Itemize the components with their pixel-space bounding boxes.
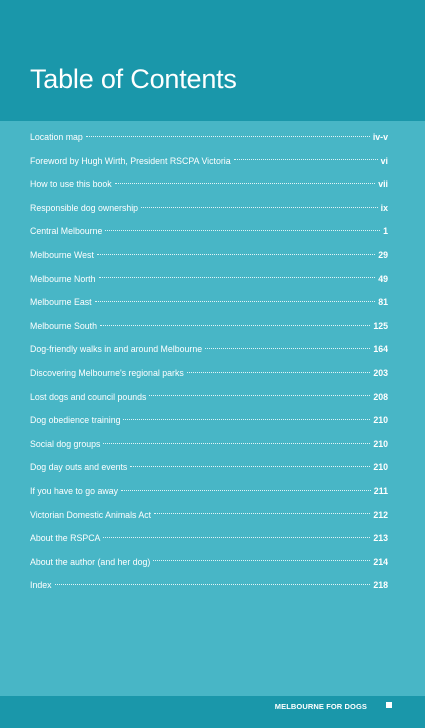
toc-dot-leader bbox=[149, 394, 370, 396]
toc-entry bbox=[30, 574, 388, 598]
toc-entry-page: 212 bbox=[373, 509, 388, 520]
toc-entry bbox=[30, 433, 388, 457]
toc-entry-title: Victorian Domestic Animals Act bbox=[30, 509, 152, 520]
toc-entry-page: 208 bbox=[373, 391, 388, 402]
toc-entry-title: Melbourne North bbox=[30, 273, 96, 284]
toc-entry-title: Melbourne East bbox=[30, 297, 92, 308]
toc-dot-leader bbox=[187, 371, 371, 373]
toc-entry bbox=[30, 197, 388, 221]
toc-entry bbox=[30, 480, 388, 504]
toc-entry bbox=[30, 551, 388, 575]
toc-entry bbox=[30, 173, 388, 197]
toc-dot-leader bbox=[99, 276, 376, 278]
toc-entry-title: Dog-friendly walks in and around Melbourne bbox=[30, 344, 203, 355]
toc-dot-leader bbox=[141, 206, 378, 208]
toc-entry bbox=[30, 244, 388, 268]
toc-entry-page: 203 bbox=[373, 367, 388, 378]
toc-entry-page: vi bbox=[380, 155, 388, 166]
toc-dot-leader bbox=[55, 583, 371, 585]
toc-entry-title: Melbourne West bbox=[30, 249, 94, 260]
toc-entry-title: Central Melbourne bbox=[30, 226, 103, 237]
toc-dot-leader bbox=[95, 300, 376, 302]
toc-entry-page: 210 bbox=[373, 438, 388, 449]
toc-dot-leader bbox=[154, 512, 370, 514]
toc-entry bbox=[30, 504, 388, 528]
toc-entry-page: 164 bbox=[373, 344, 388, 355]
toc-entry-title: Location map bbox=[30, 132, 83, 142]
toc-dot-leader bbox=[121, 489, 371, 491]
toc-entry-page: 81 bbox=[378, 297, 388, 308]
toc-dot-leader bbox=[103, 442, 370, 444]
toc-entry-page: 1 bbox=[383, 226, 388, 237]
toc-dot-leader bbox=[86, 135, 370, 137]
toc-entry-title: Melbourne South bbox=[30, 320, 97, 331]
toc-entry-page: 218 bbox=[373, 580, 388, 591]
toc-dot-leader bbox=[130, 465, 370, 467]
toc-dot-leader bbox=[97, 253, 375, 255]
footer-band bbox=[0, 696, 425, 728]
toc-entry-title: If you have to go away bbox=[30, 485, 119, 496]
toc-entry bbox=[30, 220, 388, 244]
toc-entry-page: iv-v bbox=[372, 132, 388, 142]
page-title: Table of Contents bbox=[30, 64, 237, 94]
toc-entry bbox=[30, 409, 388, 433]
toc-entry bbox=[30, 527, 388, 551]
toc-entry bbox=[30, 338, 388, 362]
toc-entry-title: Dog day outs and events bbox=[30, 462, 128, 473]
toc-entry bbox=[30, 126, 388, 150]
toc-entry-title: Social dog groups bbox=[30, 438, 101, 449]
header-band bbox=[0, 0, 425, 121]
toc-entry-page: 125 bbox=[373, 320, 388, 331]
toc-dot-leader bbox=[153, 559, 370, 561]
footer-square-icon bbox=[386, 702, 392, 708]
toc-entry-title: Lost dogs and council pounds bbox=[30, 391, 147, 402]
toc-entry bbox=[30, 362, 388, 386]
toc-entry-title: Dog obedience training bbox=[30, 415, 121, 426]
toc-entry-title: Index bbox=[30, 580, 52, 591]
toc-entry-page: 214 bbox=[373, 556, 388, 567]
toc-dot-leader bbox=[205, 347, 370, 349]
toc-dot-leader bbox=[123, 418, 370, 420]
toc-entry bbox=[30, 150, 388, 174]
toc-dot-leader bbox=[105, 229, 380, 231]
toc-entry-page: 211 bbox=[373, 485, 388, 496]
toc-entry-title: About the author (and her dog) bbox=[30, 556, 151, 567]
toc-dot-leader bbox=[103, 536, 370, 538]
toc-entry-page: ix bbox=[380, 202, 388, 213]
toc-entry-title: Foreword by Hugh Wirth, President RSCPA Victoria bbox=[30, 155, 231, 166]
footer-book-title: MELBOURNE FOR DOGS bbox=[274, 702, 367, 711]
toc-entry bbox=[30, 291, 388, 315]
toc-entry-page: 210 bbox=[373, 415, 388, 426]
toc-entry-title: Discovering Melbourne's regional parks bbox=[30, 367, 184, 378]
toc-entry-page: 49 bbox=[378, 273, 388, 284]
toc-entry bbox=[30, 268, 388, 292]
toc-entry-page: 210 bbox=[373, 462, 388, 473]
toc-entry-page: 29 bbox=[378, 249, 388, 260]
toc-dot-leader bbox=[234, 158, 378, 160]
toc-dot-leader bbox=[100, 324, 370, 326]
table-of-contents bbox=[30, 126, 388, 598]
toc-entry-page: vii bbox=[378, 179, 388, 190]
toc-entry-title: About the RSPCA bbox=[30, 533, 101, 544]
toc-entry bbox=[30, 386, 388, 410]
toc-entry bbox=[30, 315, 388, 339]
toc-entry-page: 213 bbox=[373, 533, 388, 544]
toc-entry-title: Responsible dog ownership bbox=[30, 202, 139, 213]
toc-entry bbox=[30, 456, 388, 480]
toc-entry-title: How to use this book bbox=[30, 179, 112, 190]
toc-dot-leader bbox=[115, 182, 376, 184]
